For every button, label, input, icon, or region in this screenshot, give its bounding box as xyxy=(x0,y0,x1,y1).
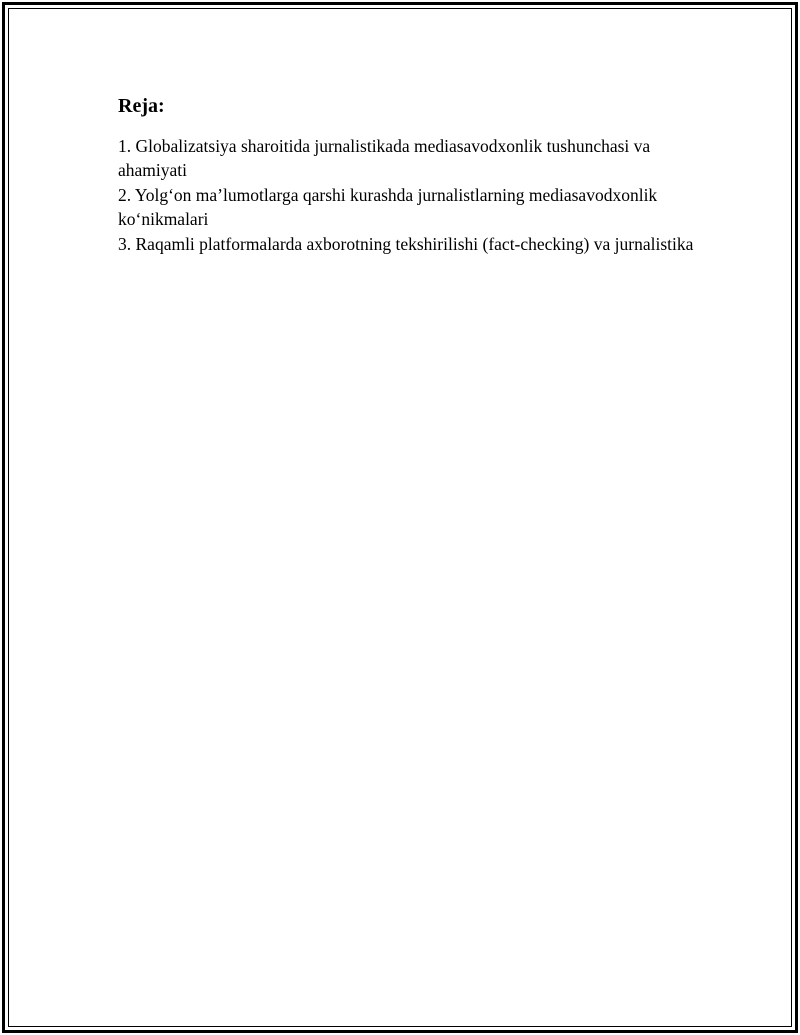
plan-heading: Reja: xyxy=(118,95,165,117)
document-body xyxy=(118,94,698,256)
plan-item-1: 1. Globalizatsiya sharoitida jurnalistikada mediasavodxonlik tushunchasi va ahamiyati xyxy=(118,136,651,181)
plan-item-2: 2. Yolg‘on ma’lumotlarga qarshi kurashda jurnalistlarning mediasavodxonlik ko‘nikmalari xyxy=(118,184,658,230)
plan-list xyxy=(118,134,698,256)
plan-item-3: 3. Raqamli platformalarda axborotning tekshirilishi (fact-checking) va jurnalistika xyxy=(118,233,694,254)
